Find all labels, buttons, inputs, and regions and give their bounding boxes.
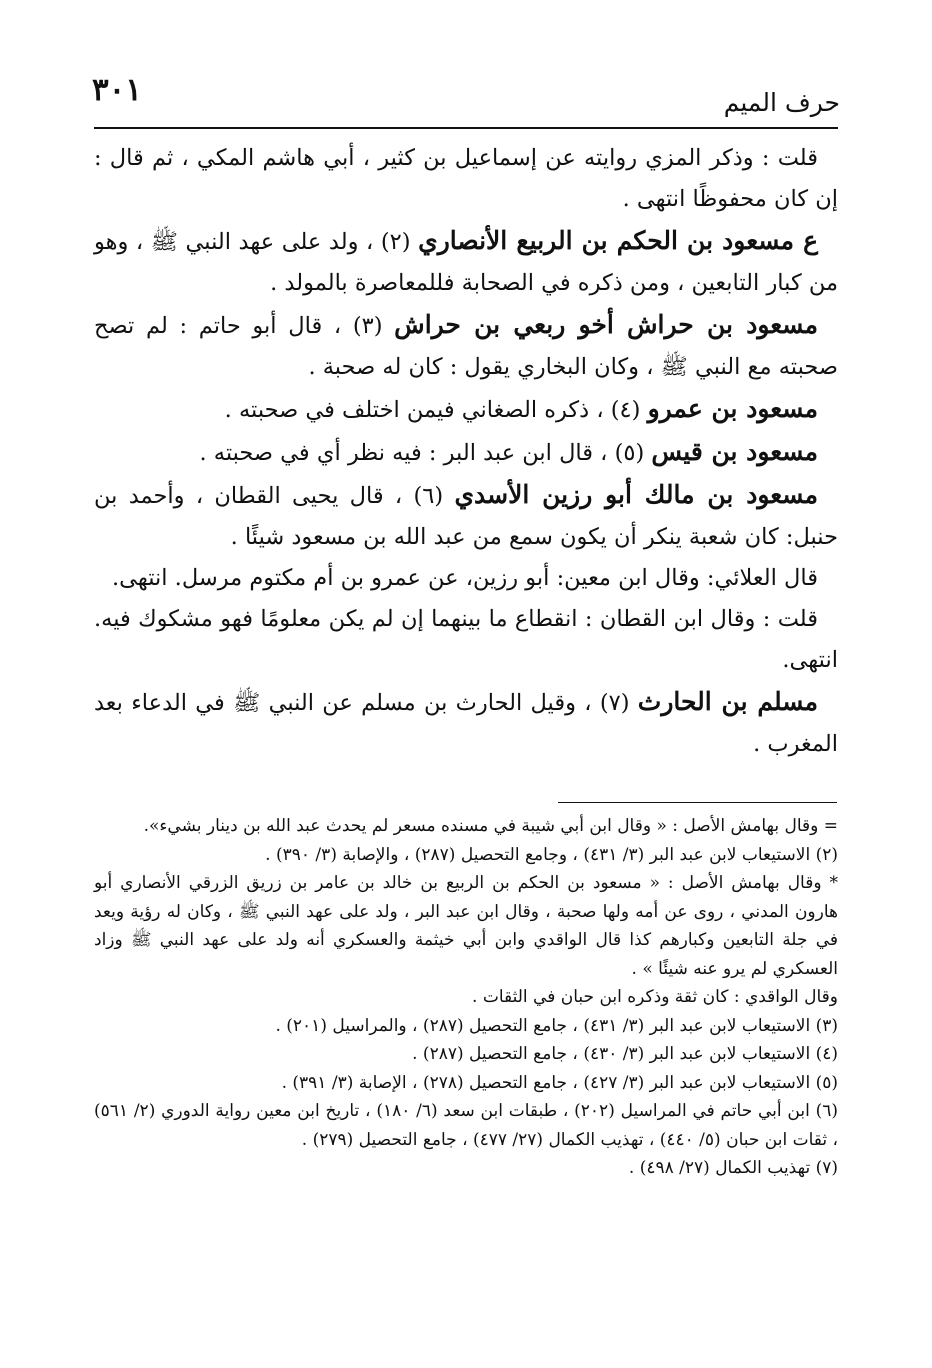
entry-text: ، وقيل الحارث بن مسلم عن النبي ﷺ في الدعاء بعد المغرب . — [94, 690, 838, 757]
entry-name: مسعود بن قيس — [651, 437, 818, 466]
footnote-2: (٢) الاستيعاب لابن عبد البر (٣/ ٤٣١) ، وجامع التحصيل (٢٨٧) ، والإصابة (٣/ ٣٩٠) . — [265, 844, 838, 865]
footnote-ref: (٥) — [614, 440, 645, 466]
footnote-ref: (٧) — [599, 690, 630, 716]
paragraph-1: قلت : وذكر المزي روايته عن إسماعيل بن كثير ، أبي هاشم المكي ، ثم قال : إن كان محفوظًا انتهى . — [94, 145, 838, 212]
entry-masud-ibn-qays — [94, 431, 838, 474]
entry-masud-ibn-amr — [94, 388, 838, 431]
footnote-5: (٥) الاستيعاب لابن عبد البر (٣/ ٤٢٧) ، جامع التحصيل (٢٧٨) ، الإصابة (٣/ ٣٩١) . — [281, 1072, 838, 1093]
entry-name: مسعود بن مالك أبو رزين الأسدي — [454, 480, 818, 509]
footnote-ref: (٢) — [380, 229, 411, 255]
entry-masud-ibn-malik — [94, 474, 838, 558]
footnote-waqidi: وقال الواقدي : كان ثقة وذكره ابن حبان في الثقات . — [472, 987, 838, 1007]
entry-name: مسعود بن عمرو — [647, 394, 818, 423]
footnote-separator — [558, 802, 837, 803]
footnotes — [94, 812, 838, 1183]
entry-muslim-ibn-al-harith — [94, 681, 838, 765]
main-text — [94, 138, 838, 765]
entry-name: مسلم بن الحارث — [637, 687, 818, 716]
entry-text: ، قال ابن عبد البر : فيه نظر أي في صحبته . — [199, 440, 608, 466]
footnote-continued: = وقال بهامش الأصل : « وقال ابن أبي شيبة في مسنده مسعر لم يحدث عبد الله بن دينار بشيء». — [143, 816, 838, 836]
entry-name: مسعود بن حراش أخو ربعي بن حراش — [394, 310, 819, 339]
footnote-4: (٤) الاستيعاب لابن عبد البر (٣/ ٤٣٠) ، جامع التحصيل (٢٨٧) . — [412, 1044, 838, 1064]
entry-text: ، قال يحيى القطان ، وأحمد بن حنبل: كان شعبة ينكر أن يكون سمع من عبد الله بن مسعود شيئًا . — [94, 483, 838, 550]
entry-text: ، ذكره الصغاني فيمن اختلف في صحبته . — [224, 397, 604, 423]
entry-masud-ibn-al-hakam — [94, 220, 838, 304]
footnote-ref: (٦) — [413, 483, 444, 509]
header-rule — [94, 127, 838, 129]
entry-name: ع مسعود بن الحكم بن الربيع الأنصاري — [418, 226, 819, 255]
footnote-ref: (٤) — [610, 397, 641, 423]
paragraph-ibn-al-qattan: قلت : وقال ابن القطان : انقطاع ما بينهما إن لم يكن معلومًا فهو مشكوك فيه. انتهى. — [94, 606, 838, 673]
footnote-ref: (٣) — [352, 313, 383, 339]
footnote-3: (٣) الاستيعاب لابن عبد البر (٣/ ٤٣١) ، جامع التحصيل (٢٨٧) ، والمراسيل (٢٠١) . — [275, 1015, 838, 1036]
page-number: ٣٠١ — [92, 72, 142, 108]
running-header-title: حرف الميم — [723, 88, 840, 117]
entry-text: ، ولد على عهد النبي ﷺ ، وهو من كبار التابعين ، ومن ذكره في الصحابة فللمعاصرة بالمولد . — [94, 229, 838, 296]
entry-masud-ibn-hirash — [94, 304, 838, 388]
footnote-7: (٧) تهذيب الكمال (٢٧/ ٤٩٨) . — [628, 1158, 838, 1178]
entry-text: ، قال أبو حاتم : لم تصح صحبته مع النبي ﷺ ، وكان البخاري يقول : كان له صحبة . — [94, 313, 838, 380]
footnote-6: (٦) ابن أبي حاتم في المراسيل (٢٠٢) ، طبقات ابن سعد (٦/ ١٨٠) ، تاريخ ابن معين رواية الدوري (٢/ ٥٦١) ، ثقات ابن حبان (٥/ ٤٤٠) ، تهذيب الكمال (٢٧/ ٤٧٧) ، جامع التحصيل (٢٧٩) . — [94, 1101, 838, 1150]
paragraph-alai: قال العلائي: وقال ابن معين: أبو رزين، عن عمرو بن أم مكتوم مرسل. انتهى. — [111, 565, 818, 591]
footnote-marginal-note: * وقال بهامش الأصل : « مسعود بن الحكم بن الربيع بن خالد بن عامر بن زريق الزرقي الأنصاري أبو هارون المدني ، روى عن أمه ولها صحبة ، وقال ابن عبد البر ، ولد على عهد النبي ﷺ ، وكان له رؤية ويعد في جلة التابعين وكبارهم كذا قال الواقدي وابن أبي خيثمة والعسكري أنه ولد على عهد النبي ﷺ وزاد العسكري لم يرو عنه شيئًا » . — [94, 873, 838, 979]
